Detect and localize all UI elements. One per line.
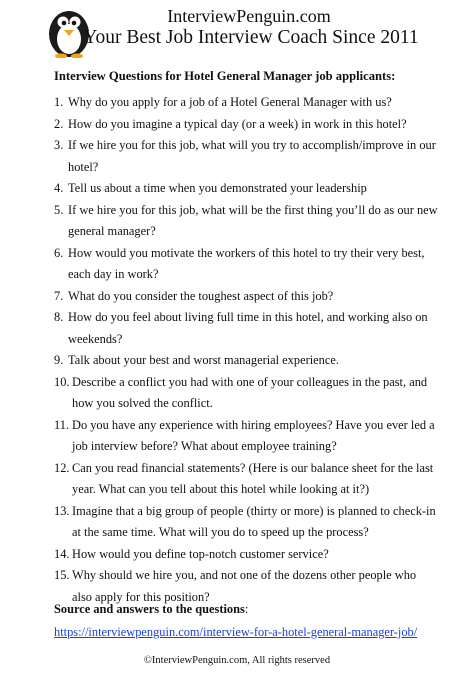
question-item bbox=[54, 135, 438, 178]
question-text: Why should we hire you, and not one of the dozens other people who also apply for this position? bbox=[72, 568, 417, 604]
question-number: 13. bbox=[54, 503, 70, 518]
question-item bbox=[54, 243, 438, 286]
source-link[interactable]: https://interviewpenguin.com/interview-for-a-hotel-general-manager-job/ bbox=[54, 625, 418, 639]
question-number: 3. bbox=[54, 138, 64, 152]
question-item bbox=[54, 92, 438, 114]
question-number: 2. bbox=[54, 116, 64, 131]
question-text: Describe a conflict you had with one of your colleagues in the past, and how you solved the conflict. bbox=[72, 374, 428, 410]
question-item bbox=[54, 350, 438, 372]
question-text: Why do you apply for a job of a Hotel General Manager with us? bbox=[68, 95, 392, 109]
page-header bbox=[0, 0, 474, 64]
question-text: How would you motivate the workers of this hotel to try their very best, each day in work? bbox=[68, 245, 425, 281]
question-number: 12. bbox=[54, 460, 70, 475]
question-item bbox=[54, 200, 438, 243]
question-number: 9. bbox=[54, 353, 64, 367]
question-item bbox=[54, 501, 438, 544]
document-heading: Interview Questions for Hotel General Manager job applicants: bbox=[54, 69, 396, 83]
question-item bbox=[54, 415, 438, 458]
question-number: 15. bbox=[54, 568, 70, 582]
question-text: Talk about your best and worst managerial experience. bbox=[68, 353, 339, 367]
question-item bbox=[54, 114, 438, 136]
question-text: Imagine that a big group of people (thirty or more) is planned to check-in at the same time. What will you do to speed up the process? bbox=[72, 503, 436, 539]
question-item bbox=[54, 372, 438, 415]
question-text: How would you define top-notch customer service? bbox=[72, 546, 329, 561]
question-number: 11. bbox=[54, 417, 70, 432]
source-line bbox=[54, 598, 438, 644]
question-item bbox=[54, 458, 438, 501]
question-item bbox=[54, 286, 438, 308]
question-text: Tell us about a time when you demonstrated your leadership bbox=[68, 181, 367, 195]
question-text: If we hire you for this job, what will be the first thing you’ll do as our new general manager? bbox=[68, 202, 438, 238]
question-number: 5. bbox=[54, 202, 64, 217]
site-title: InterviewPenguin.com bbox=[167, 6, 331, 26]
question-number: 7. bbox=[54, 288, 64, 303]
question-text: How do you feel about living full time in this hotel, and working also on weekends? bbox=[68, 310, 428, 346]
question-list bbox=[54, 92, 438, 608]
question-text: What do you consider the toughest aspect of this job? bbox=[68, 288, 334, 303]
question-text: How do you imagine a typical day (or a week) in work in this hotel? bbox=[68, 116, 407, 131]
site-tagline: Your Best Job Interview Coach Since 2011 bbox=[83, 27, 419, 48]
question-number: 1. bbox=[54, 95, 64, 109]
question-text: Can you read financial statements? (Here is our balance sheet for the last year. What can you tell about this hotel while looking at it?) bbox=[72, 460, 434, 496]
question-item bbox=[54, 178, 438, 200]
source-colon: : bbox=[244, 602, 249, 616]
question-number: 10. bbox=[54, 374, 70, 389]
question-number: 6. bbox=[54, 245, 64, 260]
question-number: 14. bbox=[54, 546, 70, 561]
question-number: 8. bbox=[54, 310, 64, 324]
question-item bbox=[54, 307, 438, 350]
question-item bbox=[54, 544, 438, 566]
question-number: 4. bbox=[54, 181, 64, 195]
footer-copyright: ©InterviewPenguin.com, All rights reserved bbox=[143, 655, 331, 666]
source-label: Source and answers to the questions bbox=[54, 602, 245, 616]
question-text: If we hire you for this job, what will you try to accomplish/improve in our hotel? bbox=[68, 138, 436, 174]
question-text: Do you have any experience with hiring employees? Have you ever led a job interview before? What about employee training? bbox=[72, 417, 435, 453]
